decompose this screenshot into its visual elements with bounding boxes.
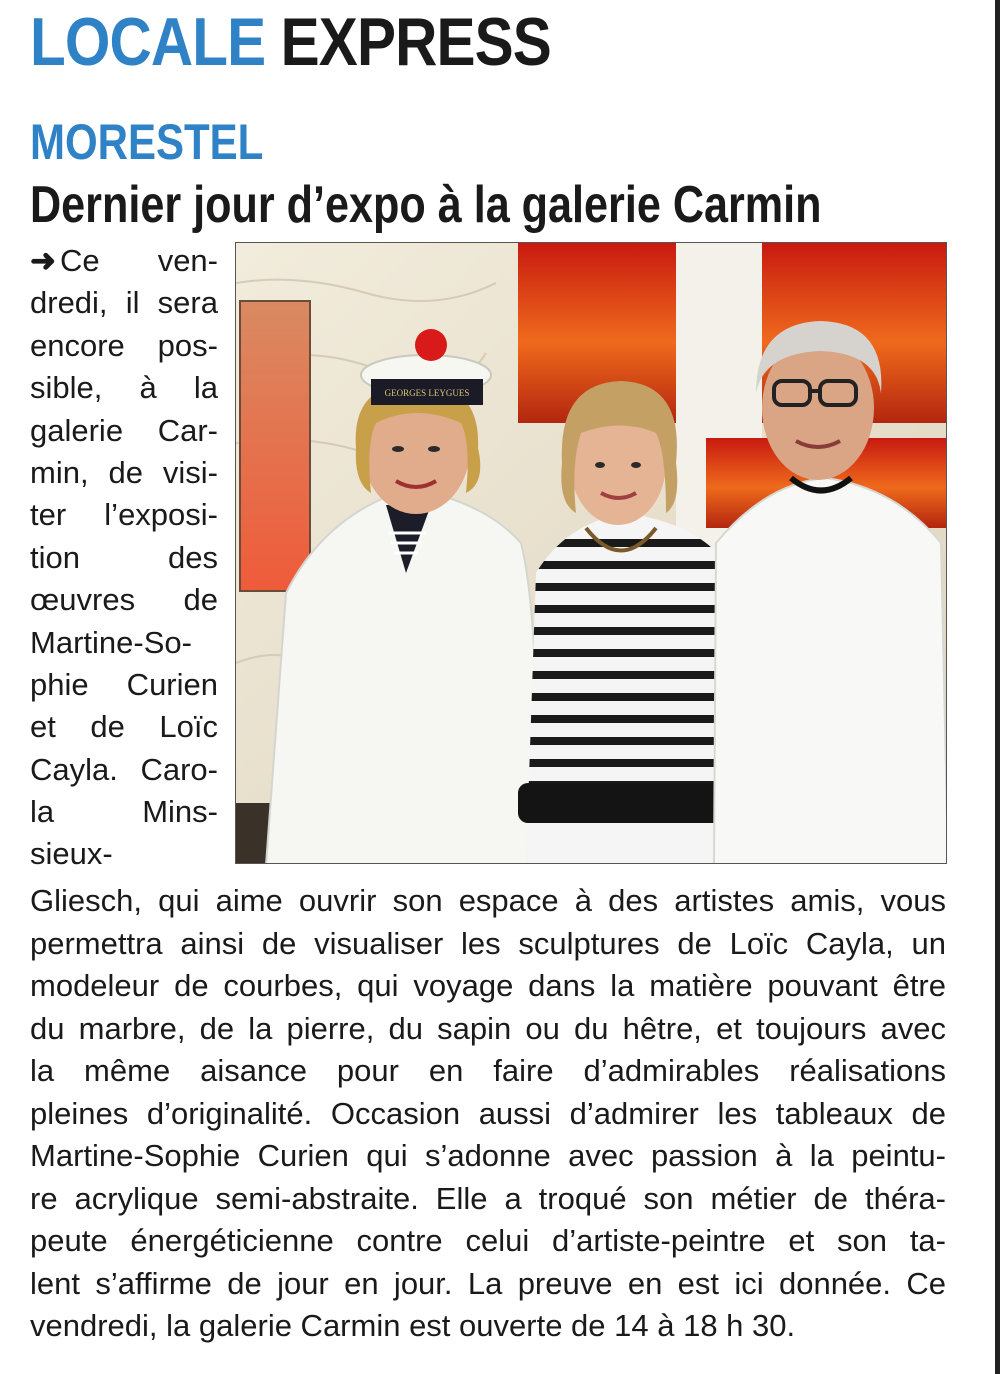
body-line: Gliesch, qui aime ouvrir son espace à des artistes amis, vous: [30, 883, 946, 918]
article-headline: Dernier jour d’expo à la galerie Carmin: [30, 176, 822, 234]
body-line: ➜ Ce ven-: [30, 243, 218, 278]
body-line: modeleur de courbes, qui voyage dans la matière pouvant être: [30, 968, 946, 1003]
article-photo: [235, 242, 947, 864]
rubric-express: EXPRESS: [280, 4, 551, 80]
body-line: sible, à la: [30, 370, 218, 406]
article-body-narrow: [30, 240, 218, 876]
body-line: Martine-So-: [30, 624, 192, 660]
body-line: lent s’affirme de jour en jour. La preuve en est ici donnée. Ce: [30, 1265, 946, 1301]
body-line: la même aisance pour en faire d’admirables réalisations: [30, 1053, 946, 1088]
body-line: min, de visi-: [30, 454, 218, 490]
cap-band-text: GEORGES LEYGUES: [384, 388, 470, 398]
body-line: permettra ainsi de visualiser les sculptures de Loïc Cayla, un: [30, 925, 946, 961]
body-line: ter l’exposi-: [30, 497, 218, 533]
body-line: sieux-: [30, 836, 113, 872]
body-line: du marbre, de la pierre, du sapin ou du hêtre, et toujours avec: [30, 1010, 946, 1046]
body-line: pleines d’originalité. Occasion aussi d’admirer les tableaux de: [30, 1095, 946, 1131]
article-body-wide: [30, 880, 946, 1348]
body-line: phie Curien: [30, 666, 218, 702]
body-line: œuvres de: [30, 582, 218, 618]
body-line: peute énergéticienne contre celui d’artiste-peintre et son ta-: [30, 1223, 946, 1258]
body-line: et de Loïc: [30, 709, 218, 745]
body-line: la Mins-: [30, 794, 218, 830]
body-line: galerie Car-: [30, 412, 218, 448]
body-line: tion des: [30, 539, 218, 575]
body-line: dredi, il sera: [30, 285, 218, 321]
body-line: Martine-Sophie Curien qui s’adonne avec passion à la peintu-: [30, 1138, 946, 1173]
section-rubric: [30, 6, 551, 78]
body-line: vendredi, la galerie Carmin est ouverte de 14 à 18 h 30.: [30, 1308, 796, 1343]
column-rule: [995, 0, 1000, 1374]
body-line: Cayla. Caro-: [30, 751, 218, 787]
body-line: re acrylique semi-abstraite. Elle a troqué son métier de théra-: [30, 1180, 946, 1216]
rubric-locale: LOCALE: [30, 4, 266, 80]
body-line: encore pos-: [30, 327, 218, 363]
arrow-right-icon: ➜: [30, 243, 56, 278]
town-label: MORESTEL: [30, 114, 264, 170]
